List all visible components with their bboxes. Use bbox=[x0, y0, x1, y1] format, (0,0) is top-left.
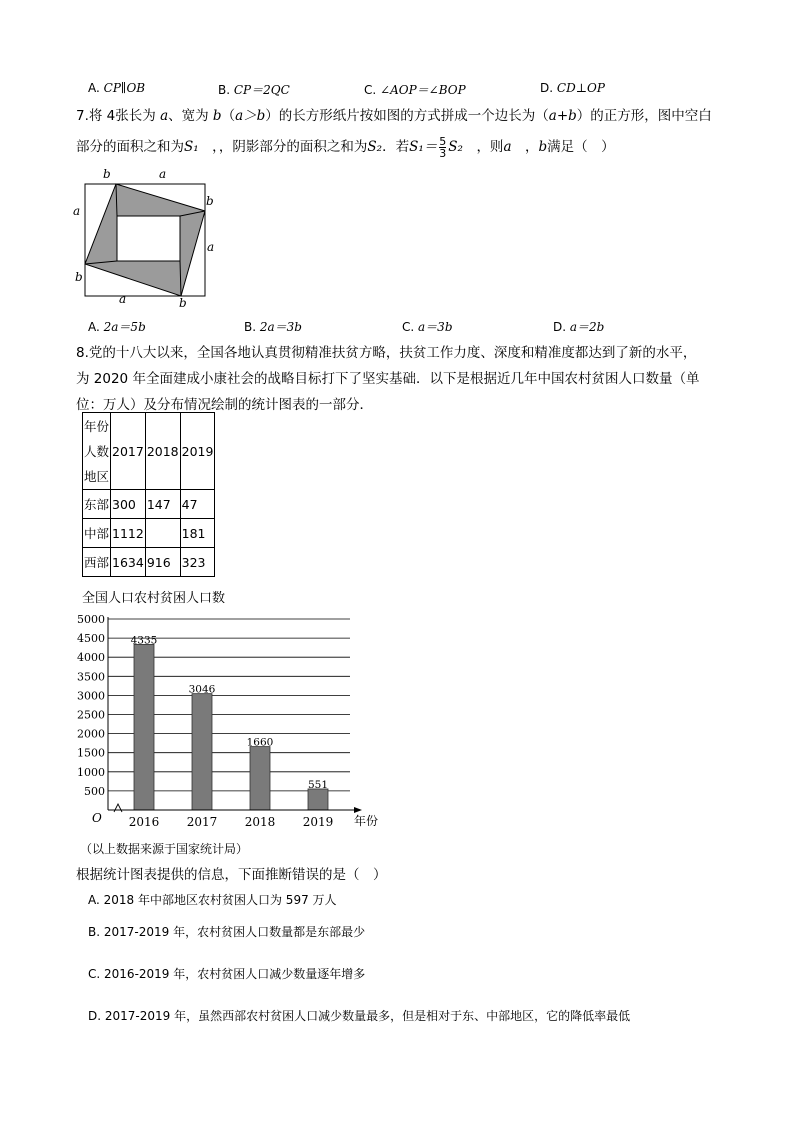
label-top-b: b bbox=[103, 167, 111, 181]
axis-layer bbox=[77, 613, 378, 829]
poverty-table bbox=[82, 412, 215, 577]
q8-option-a: A. 2018 年中部地区农村贫困人口为 597 万人 bbox=[88, 893, 337, 907]
table-cell: 1634 bbox=[111, 548, 146, 577]
table-region: 中部 bbox=[83, 519, 111, 548]
origin-label: O bbox=[92, 811, 102, 825]
y-tick-label: 3500 bbox=[77, 670, 105, 684]
bar-data-label: 551 bbox=[307, 778, 329, 791]
q8-line-1: 8.党的十八大以来，全国各地认真贯彻精准扶贫方略，扶贫工作力度、深度和精准度都达到了新的水平， bbox=[76, 345, 697, 361]
y-tick-label: 3000 bbox=[77, 689, 105, 703]
table-row bbox=[83, 519, 215, 548]
q8-option-d: D. 2017-2019 年，虽然西部农村贫困人口减少数量最多，但是相对于东、中部地区，它的降低率最低 bbox=[88, 1009, 631, 1023]
y-tick-label: 2000 bbox=[77, 727, 105, 741]
table-cell: 1112 bbox=[111, 519, 146, 548]
table-year-header: 2017 bbox=[111, 413, 146, 490]
x-tick-label: 2017 bbox=[186, 815, 218, 829]
option-text: ∠AOP＝∠BOP bbox=[380, 83, 466, 97]
y-tick-label: 2500 bbox=[77, 708, 105, 722]
option-text: CP＝2QC bbox=[233, 83, 290, 97]
q7-option-c: C. a＝3b bbox=[402, 320, 453, 334]
x-tick-label: 2019 bbox=[302, 815, 334, 829]
label-right-b: b bbox=[206, 194, 214, 208]
y-tick-label: 500 bbox=[84, 784, 105, 798]
table-region: 东部 bbox=[83, 490, 111, 519]
table-row bbox=[83, 548, 215, 577]
table-year-header: 2019 bbox=[180, 413, 215, 490]
label-left-a: a bbox=[73, 204, 81, 218]
table-cell bbox=[145, 519, 180, 548]
table-cell: 323 bbox=[180, 548, 215, 577]
q6-option-b bbox=[218, 81, 290, 98]
option-text: CP∥OB bbox=[103, 81, 146, 95]
bar bbox=[192, 694, 212, 810]
q6-option-d bbox=[540, 81, 605, 95]
y-tick-label: 5000 bbox=[77, 613, 105, 626]
x-axis-arrow bbox=[354, 807, 362, 813]
bar bbox=[134, 644, 154, 810]
table-cell: 916 bbox=[145, 548, 180, 577]
data-source-note: （以上数据来源于国家统计局） bbox=[80, 842, 249, 856]
q7-line-2: 部分的面积之和为S₁ ，，阴影部分的面积之和为S₂．若S₁＝ $\frac{5}{3}$ S₂ ，则a ，b满足（ ） bbox=[76, 134, 615, 160]
fraction: $\frac{5}{3}$ bbox=[439, 134, 447, 160]
x-axis-label: 年份 bbox=[354, 814, 379, 828]
q8-line-3: 位：万人）及分布情况绘制的统计图表的一部分． bbox=[76, 397, 373, 413]
y-tick-label: 1000 bbox=[77, 765, 105, 779]
q8-option-c: C. 2016-2019 年，农村贫困人口减少数量逐年增多 bbox=[88, 967, 366, 981]
q7-option-b: B. 2a＝3b bbox=[244, 320, 302, 334]
table-cell: 181 bbox=[180, 519, 215, 548]
option-text: CD⊥OP bbox=[556, 81, 605, 95]
table-row bbox=[83, 490, 215, 519]
q8-option-b: B. 2017-2019 年，农村贫困人口数量都是东部最少 bbox=[88, 925, 366, 939]
blank-center bbox=[117, 216, 180, 261]
chart-title: 全国人口农村贫困人口数 bbox=[82, 591, 226, 606]
bar-layer bbox=[131, 634, 328, 810]
label-top-a: a bbox=[159, 167, 167, 181]
table-corner-cell: 年份 人数 地区 bbox=[83, 413, 111, 490]
option-letter: B. bbox=[218, 83, 231, 97]
label-right-a: a bbox=[207, 240, 215, 254]
bar-data-label: 3046 bbox=[188, 683, 216, 696]
option-letter: A. bbox=[88, 81, 100, 95]
option-letter: D. bbox=[540, 81, 554, 95]
table-cell: 147 bbox=[145, 490, 180, 519]
q8-line-2: 为 2020 年全面建成小康社会的战略目标打下了坚实基础．以下是根据近几年中国农村贫困人口数量（单 bbox=[76, 371, 700, 387]
bar bbox=[250, 747, 270, 810]
table-header-row bbox=[83, 413, 215, 490]
label-bottom-a: a bbox=[119, 292, 127, 306]
table-cell: 300 bbox=[111, 490, 146, 519]
table-cell: 47 bbox=[180, 490, 215, 519]
q7-figure bbox=[70, 164, 220, 310]
label-bottom-b: b bbox=[179, 296, 187, 310]
y-tick-label: 4000 bbox=[77, 651, 105, 665]
bar bbox=[308, 789, 328, 810]
table-year-header: 2018 bbox=[145, 413, 180, 490]
option-letter: C. bbox=[364, 83, 377, 97]
q7-line-1: 7.将 4张长为 a、宽为 b（a＞b）的长方形纸片按如图的方式拼成一个边长为（a+b）的正方形，图中空白 bbox=[76, 108, 712, 124]
q7-option-d: D. a＝2b bbox=[553, 320, 605, 334]
q6-option-a bbox=[88, 81, 145, 95]
bar-data-label: 4335 bbox=[130, 634, 158, 647]
label-left-b: b bbox=[75, 270, 83, 284]
bar-data-label: 1660 bbox=[246, 736, 274, 749]
q8-question: 根据统计图表提供的信息，下面推断错误的是（ ） bbox=[76, 867, 387, 883]
q7-option-a: A. 2a＝5b bbox=[88, 320, 146, 334]
x-tick-label: 2016 bbox=[128, 815, 160, 829]
y-tick-label: 4500 bbox=[77, 632, 105, 646]
table-region: 西部 bbox=[83, 548, 111, 577]
y-tick-label: 1500 bbox=[77, 746, 105, 760]
q6-option-c bbox=[364, 81, 466, 98]
axis-break-mark bbox=[114, 804, 122, 812]
poverty-bar-chart bbox=[76, 586, 396, 836]
x-tick-label: 2018 bbox=[244, 815, 276, 829]
